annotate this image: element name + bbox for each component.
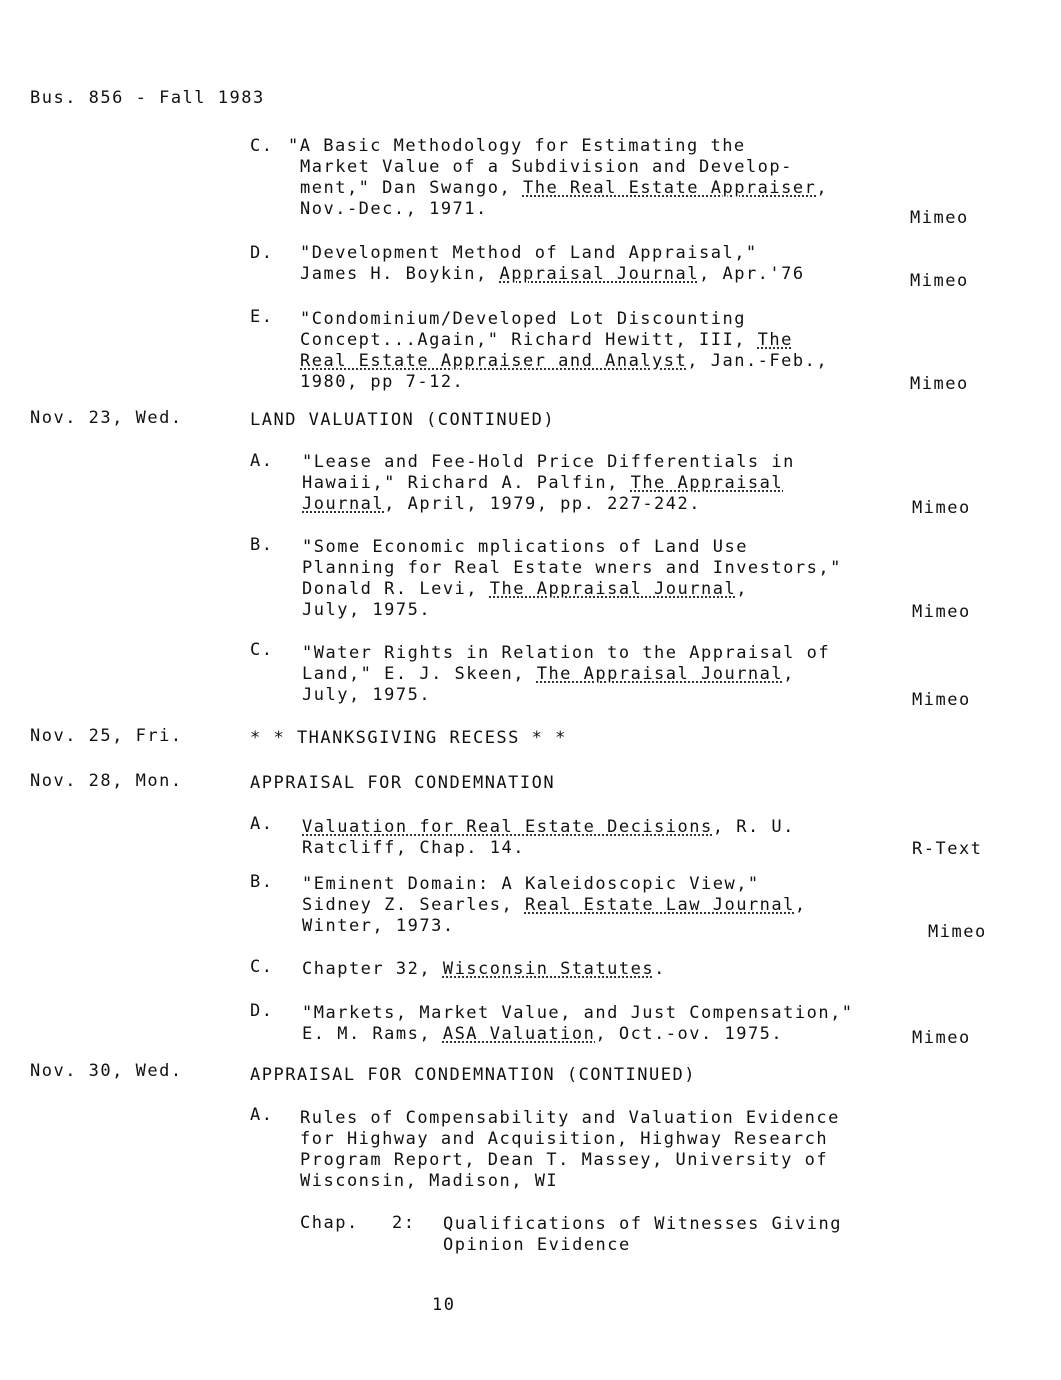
source-label: Mimeo <box>912 1028 971 1048</box>
entry-letter: E. <box>250 307 274 327</box>
publication-title: The Real Estate Appraiser <box>522 178 817 198</box>
entry-letter: C. <box>250 957 274 977</box>
publication-title: Wisconsin Statutes <box>442 959 655 979</box>
entry-letter: A. <box>250 451 274 471</box>
session-date: Nov. 23, Wed. <box>30 408 183 428</box>
publication-title: ASA Valuation <box>442 1024 596 1044</box>
entry-letter: C. <box>250 640 274 660</box>
entry-citation: "Eminent Domain: A Kaleidoscopic View," Sidney Z. Searles, Real Estate Law Journal, Winter, 1973. <box>302 874 807 936</box>
session-title: LAND VALUATION (CONTINUED) <box>250 410 556 430</box>
source-label: Mimeo <box>912 498 971 518</box>
page-number: 10 <box>432 1295 456 1315</box>
entry-letter: B. <box>250 535 274 555</box>
entry-letter: C. <box>250 136 274 156</box>
publication-title: Appraisal Journal <box>499 264 699 284</box>
chapter-label: Chap. <box>300 1213 359 1233</box>
chapter-title: Qualifications of Witnesses Giving Opinion Evidence <box>443 1214 842 1255</box>
entry-citation: Chapter 32, Wisconsin Statutes. <box>302 959 666 979</box>
entry-letter: D. <box>250 1001 274 1021</box>
source-label: Mimeo <box>912 602 971 622</box>
publication-title: Real Estate Appraiser and Analyst <box>300 351 688 371</box>
entry-citation: "Condominium/Developed Lot Discounting Concept...Again," Richard Hewitt, III, The Real Estate Appraiser and Analyst, Jan.-Feb., 1980, pp 7-12. <box>300 309 829 392</box>
session-date: Nov. 28, Mon. <box>30 771 183 791</box>
entry-citation: "Lease and Fee-Hold Price Differentials in Hawaii," Richard A. Palfin, The Appraisal Journal, April, 1979, pp. 227-242. <box>302 452 795 514</box>
entry-citation: "A Basic Methodology for Estimating the Market Value of a Subdivision and Develop- ment," Dan Swango, The Real Estate Appraiser, Nov.-Dec., 1971. <box>288 136 829 219</box>
session-title: * * THANKSGIVING RECESS * * <box>250 728 567 748</box>
entry-citation: "Development Method of Land Appraisal," James H. Boykin, Appraisal Journal, Apr.'76 <box>300 243 805 284</box>
source-label: R-Text <box>912 839 983 859</box>
entry-citation: "Markets, Market Value, and Just Compensation," E. M. Rams, ASA Valuation, Oct.-ov. 1975. <box>302 1003 854 1044</box>
source-label: Mimeo <box>910 374 969 394</box>
entry-citation: Rules of Compensability and Valuation Evidence for Highway and Acquisition, Highway Research Program Report, Dean T. Massey, University of Wisconsin, Madison, WI <box>300 1108 840 1191</box>
source-label: Mimeo <box>910 208 969 228</box>
publication-title: The Appraisal <box>630 473 784 493</box>
session-title: APPRAISAL FOR CONDEMNATION <box>250 773 556 793</box>
entry-citation: "Some Economic mplications of Land Use Planning for Real Estate wners and Investors," Donald R. Levi, The Appraisal Journal, July, 1975. <box>302 537 842 620</box>
publication-title: The Appraisal Journal <box>536 664 784 684</box>
entry-citation: "Water Rights in Relation to the Appraisal of Land," E. J. Skeen, The Appraisal Journal, July, 1975. <box>302 643 831 705</box>
entry-letter: A. <box>250 814 274 834</box>
publication-title: Real Estate Law Journal <box>524 895 795 915</box>
source-label: Mimeo <box>912 690 971 710</box>
source-label: Mimeo <box>910 271 969 291</box>
session-date: Nov. 30, Wed. <box>30 1061 183 1081</box>
source-label: Mimeo <box>928 922 987 942</box>
entry-letter: D. <box>250 243 274 263</box>
session-title: APPRAISAL FOR CONDEMNATION (CONTINUED) <box>250 1065 696 1085</box>
publication-title: Journal <box>302 494 385 514</box>
publication-title: The <box>757 330 793 350</box>
page-header: Bus. 856 - Fall 1983 <box>30 88 265 108</box>
session-date: Nov. 25, Fri. <box>30 726 183 746</box>
publication-title: The Appraisal Journal <box>489 579 737 599</box>
entry-letter: B. <box>250 872 274 892</box>
entry-citation: Valuation for Real Estate Decisions, R. U. Ratcliff, Chap. 14. <box>302 817 795 858</box>
entry-letter: A. <box>250 1105 274 1125</box>
publication-title: Valuation for Real Estate Decisions <box>302 817 713 837</box>
chapter-number: 2: <box>392 1213 416 1233</box>
